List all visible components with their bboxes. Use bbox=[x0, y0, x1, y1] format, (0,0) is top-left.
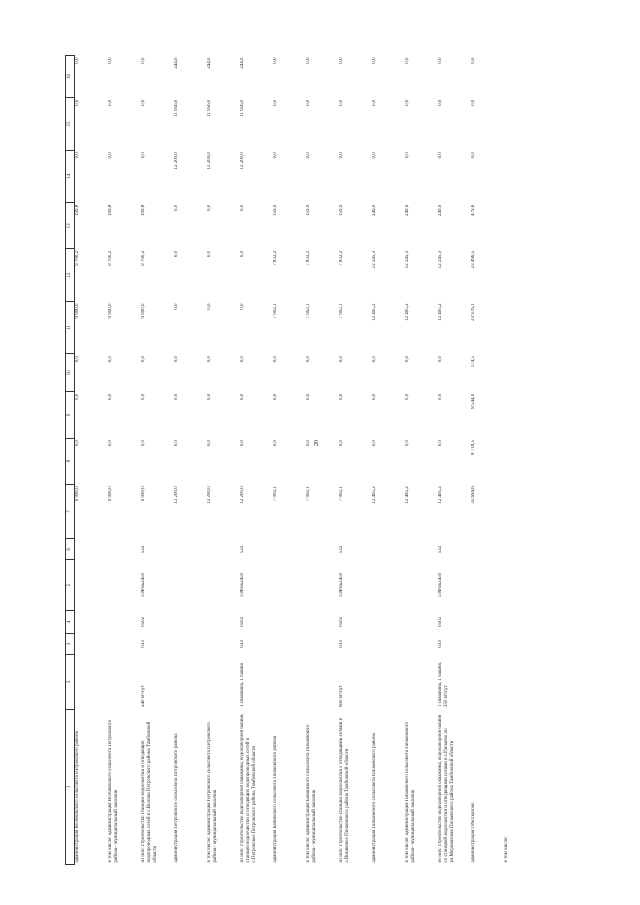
table-cell: 12 200,0 bbox=[173, 486, 179, 504]
table-cell: 12 245,3 bbox=[371, 250, 377, 269]
table-cell: 0,0 bbox=[140, 152, 146, 159]
table-cell: 0,0 bbox=[437, 152, 443, 159]
table-cell: 0,0 bbox=[371, 440, 377, 447]
table-cell: 12 200,0 bbox=[239, 486, 245, 504]
table-cell bbox=[108, 654, 141, 709]
table-cell: 0502 bbox=[437, 616, 443, 627]
table-cell: 244,0 bbox=[239, 57, 245, 69]
table-row bbox=[372, 56, 405, 865]
table-row bbox=[207, 56, 240, 865]
table-cell: 0,0 bbox=[75, 355, 80, 363]
column-header-8: 8 bbox=[66, 438, 75, 484]
table-cell: 159,9 bbox=[272, 204, 278, 216]
table-cell bbox=[306, 539, 339, 560]
column-header-5: 5 bbox=[66, 560, 75, 610]
table-cell: 12 200,0 bbox=[206, 486, 212, 504]
column-header-2: 2 bbox=[66, 654, 75, 709]
table-cell: 13Ф5Б2450 bbox=[338, 572, 344, 598]
table-cell: 522 bbox=[338, 545, 344, 554]
column-header-10: 10 bbox=[66, 354, 75, 392]
table-cell bbox=[207, 633, 240, 654]
table-cell bbox=[504, 610, 537, 633]
row-description: администрация Пичаевского сельсовета Пичаевского района bbox=[371, 733, 377, 863]
table-cell: 0,0 bbox=[206, 393, 212, 401]
table-cell: 033 bbox=[437, 640, 443, 648]
table-cell: 0,0 bbox=[371, 152, 377, 159]
table-cell: 0,0 bbox=[107, 440, 113, 447]
table-cell: 0,0 bbox=[206, 440, 212, 447]
table-cell: 0,0 bbox=[404, 440, 410, 447]
table-cell: 0,0 bbox=[173, 393, 179, 401]
table-cell bbox=[405, 654, 438, 709]
table-cell: 23 976,1 bbox=[470, 303, 476, 321]
table-cell bbox=[108, 633, 141, 654]
table-cell bbox=[471, 654, 504, 709]
table-cell: 199,8 bbox=[107, 204, 113, 216]
table-row bbox=[273, 56, 306, 865]
row-description: в том числе: bbox=[503, 836, 509, 863]
table-row bbox=[174, 56, 207, 865]
table-cell bbox=[174, 610, 207, 633]
table-cell: 12 200,0 bbox=[239, 152, 245, 170]
table-cell bbox=[504, 484, 537, 539]
table-cell: 12 200,0 bbox=[206, 152, 212, 170]
table-cell: 0,0 bbox=[272, 57, 278, 64]
table-cell: 0,0 bbox=[75, 440, 80, 447]
table-cell bbox=[108, 539, 141, 560]
table-cell: 11 956,0 bbox=[173, 99, 179, 117]
table-cell bbox=[504, 354, 537, 392]
table-cell: 0,0 bbox=[140, 57, 146, 64]
table-cell: 0,0 bbox=[173, 250, 179, 258]
table-cell: 12 495,2 bbox=[437, 303, 443, 321]
table-row bbox=[438, 56, 471, 865]
table-cell: 0,0 bbox=[305, 57, 311, 64]
table-cell: 0,0 bbox=[404, 152, 410, 159]
table-cell: 199,8 bbox=[75, 204, 80, 216]
column-header-9: 9 bbox=[66, 392, 75, 438]
table-cell bbox=[75, 610, 108, 633]
table-cell: 7 992,1 bbox=[305, 303, 311, 319]
table-cell: 0,0 bbox=[75, 393, 80, 401]
table-cell: 0,0 bbox=[75, 57, 80, 64]
row-description: из них: строительство станции водоочистки и отводящих водопроводных сетей в с.Волчки Петровского района Тамбовской области bbox=[140, 721, 159, 863]
table-cell: 0,0 bbox=[404, 99, 410, 106]
table-cell: 0,0 bbox=[206, 303, 212, 310]
table-cell: 199,8 bbox=[140, 204, 146, 216]
column-header-7: 7 bbox=[66, 484, 75, 539]
table-cell: 0,0 bbox=[75, 99, 80, 106]
table-cell: 0,0 bbox=[437, 440, 443, 447]
table-cell: 522 bbox=[437, 545, 443, 554]
table-cell bbox=[174, 633, 207, 654]
table-cell: 0,0 bbox=[437, 57, 443, 64]
row-description: в том числе: администрация Петровского сельсовета Петровского района– муниципальный заказчик bbox=[206, 722, 218, 863]
table-cell: 0,0 bbox=[437, 99, 443, 106]
table-cell bbox=[504, 539, 537, 560]
table-cell: 7 832,2 bbox=[338, 250, 344, 266]
table-cell: 249,9 bbox=[437, 204, 443, 216]
table-cell bbox=[504, 203, 537, 249]
table-cell: 7 992,1 bbox=[272, 486, 278, 502]
table-cell bbox=[174, 560, 207, 610]
table-cell bbox=[504, 249, 537, 302]
row-description: в том числе: администрация Волчковского сельсовета Петровского района– муниципальный заказчик bbox=[107, 719, 119, 863]
column-header-11: 11 bbox=[66, 301, 75, 354]
table-cell: 0,0 bbox=[140, 440, 146, 447]
table-cell bbox=[306, 654, 339, 709]
table-cell: 0,0 bbox=[239, 440, 245, 447]
table-cell: 13Ф5Б2450 bbox=[239, 572, 245, 598]
table-cell: 11 956,0 bbox=[206, 99, 212, 117]
table-cell bbox=[207, 654, 240, 709]
table-cell: 0,0 bbox=[338, 99, 344, 106]
table-cell: 600 м³/сут bbox=[338, 685, 344, 708]
table-cell: 0,0 bbox=[437, 355, 443, 363]
table-cell: 7 992,1 bbox=[338, 303, 344, 319]
table-cell bbox=[75, 654, 108, 709]
table-cell: 0,0 bbox=[107, 57, 113, 64]
table-cell: 9 790,2 bbox=[140, 250, 146, 266]
table-cell: 0,0 bbox=[272, 440, 278, 447]
table-cell: 0,0 bbox=[140, 99, 146, 106]
column-number-header bbox=[66, 56, 75, 865]
table-cell: 1 скважина, 1 башня bbox=[239, 663, 245, 708]
table-cell: 12 495,2 bbox=[437, 486, 443, 504]
table-cell: 9 990,0 bbox=[107, 486, 113, 502]
table-cell bbox=[405, 610, 438, 633]
column-header-12: 12 bbox=[66, 249, 75, 302]
table-row bbox=[405, 56, 438, 865]
table-cell: 0,0 bbox=[272, 393, 278, 401]
table-cell bbox=[372, 654, 405, 709]
row-description: администрация г.Рассказово bbox=[470, 802, 476, 863]
table-cell: 0,0 bbox=[404, 57, 410, 64]
table-cell: 9 990,0 bbox=[75, 486, 80, 502]
table-cell bbox=[372, 633, 405, 654]
column-header-15: 15 bbox=[66, 98, 75, 151]
table-cell bbox=[405, 560, 438, 610]
table-cell: 244,0 bbox=[206, 57, 212, 69]
row-description: администрация Волчковского сельсовета Петровского района bbox=[75, 731, 80, 863]
table-cell: 32 694,6 bbox=[470, 486, 476, 504]
table-cell: 249,9 bbox=[404, 204, 410, 216]
table-cell bbox=[273, 539, 306, 560]
table-cell: 12 245,3 bbox=[437, 250, 443, 269]
table-cell bbox=[207, 539, 240, 560]
table-cell bbox=[372, 560, 405, 610]
table-cell bbox=[504, 560, 537, 610]
table-cell: 033 bbox=[338, 640, 344, 648]
table-cell: 0,0 bbox=[239, 303, 245, 310]
table-cell: 0,0 bbox=[404, 393, 410, 401]
table-cell bbox=[405, 539, 438, 560]
table-cell: 8 544,0 bbox=[470, 393, 476, 409]
table-cell: 0,0 bbox=[107, 355, 113, 363]
table-cell: 7 992,1 bbox=[272, 303, 278, 319]
table-cell: 240 м³/сут bbox=[140, 685, 146, 708]
table-cell: 0,0 bbox=[206, 250, 212, 258]
table-row bbox=[240, 56, 273, 865]
table-cell bbox=[504, 56, 537, 98]
table-cell: 0,0 bbox=[305, 152, 311, 159]
table-cell: 7 992,1 bbox=[338, 486, 344, 502]
column-header-6: 6 bbox=[66, 539, 75, 560]
table-cell: 249,9 bbox=[371, 204, 377, 216]
table-cell: 0,0 bbox=[272, 355, 278, 363]
table-cell bbox=[207, 610, 240, 633]
table-cell bbox=[471, 539, 504, 560]
table-cell: 244,0 bbox=[173, 57, 179, 69]
row-description: администрация Петровского сельсовета Петровского района bbox=[173, 733, 179, 863]
column-header-13: 13 bbox=[66, 203, 75, 249]
table-cell: 0,0 bbox=[239, 393, 245, 401]
table-cell bbox=[306, 560, 339, 610]
table-cell bbox=[504, 633, 537, 654]
table-cell: 0,0 bbox=[239, 355, 245, 363]
table-cell: 0,0 bbox=[239, 250, 245, 258]
table-row bbox=[504, 56, 537, 865]
table-cell: 0,0 bbox=[206, 355, 212, 363]
table-cell: 0,0 bbox=[371, 393, 377, 401]
table-cell: 0,0 bbox=[305, 440, 311, 447]
table-cell bbox=[372, 610, 405, 633]
table-cell: 0,0 bbox=[371, 57, 377, 64]
table-cell: 033 bbox=[140, 640, 146, 648]
table-cell: 0,0 bbox=[173, 355, 179, 363]
table-cell: 159,9 bbox=[305, 204, 311, 216]
table-cell: 0,0 bbox=[173, 204, 179, 211]
table-cell: 12 245,3 bbox=[404, 250, 410, 269]
table-cell bbox=[504, 301, 537, 354]
table-cell bbox=[306, 610, 339, 633]
table-cell: 0,0 bbox=[239, 204, 245, 211]
table-cell bbox=[108, 560, 141, 610]
table-cell: 12 495,2 bbox=[371, 303, 377, 321]
table-cell: 0,0 bbox=[173, 440, 179, 447]
table-cell: 479,6 bbox=[470, 204, 476, 216]
table-cell: 12 495,2 bbox=[404, 486, 410, 504]
table-cell: 0,0 bbox=[140, 393, 146, 401]
table-cell bbox=[273, 560, 306, 610]
table-cell bbox=[471, 610, 504, 633]
table-row bbox=[339, 56, 372, 865]
table-cell bbox=[273, 610, 306, 633]
table-cell: 0,0 bbox=[371, 355, 377, 363]
table-cell: 0502 bbox=[338, 616, 344, 627]
table-cell: 0,0 bbox=[470, 152, 476, 159]
table-cell bbox=[273, 633, 306, 654]
table-cell bbox=[471, 560, 504, 610]
table-cell: 13Ф5Б2450 bbox=[437, 572, 443, 598]
table-cell: 0,0 bbox=[206, 204, 212, 211]
table-cell: 0,0 bbox=[470, 57, 476, 64]
table-cell bbox=[75, 560, 108, 610]
table-cell: 12 495,2 bbox=[404, 303, 410, 321]
table-cell bbox=[405, 633, 438, 654]
table-cell: 0,0 bbox=[75, 152, 80, 159]
table-cell: 12 200,0 bbox=[173, 152, 179, 170]
table-cell bbox=[75, 633, 108, 654]
table-cell: 9 990,0 bbox=[107, 303, 113, 319]
table-cell: 0502 bbox=[140, 616, 146, 627]
table-cell: 13Ф5Б2450 bbox=[140, 572, 146, 598]
table-cell bbox=[75, 539, 108, 560]
table-cell: 0,0 bbox=[305, 99, 311, 106]
table-cell bbox=[207, 560, 240, 610]
table-cell: 9 990,0 bbox=[75, 303, 80, 319]
table-cell bbox=[174, 654, 207, 709]
table-cell: 9 790,2 bbox=[75, 250, 80, 266]
table-cell: 8 718,5 bbox=[470, 440, 476, 456]
row-description: администрация Бабинского сельсовета Пичаевского района bbox=[272, 735, 278, 863]
budget-table bbox=[65, 55, 537, 865]
column-header-1: 1 bbox=[66, 709, 75, 864]
table-cell: 0,0 bbox=[338, 355, 344, 363]
table-cell: 522 bbox=[140, 545, 146, 554]
table-cell bbox=[372, 539, 405, 560]
table-cell: 0,0 bbox=[437, 393, 443, 401]
table-row bbox=[306, 56, 339, 865]
table-row bbox=[471, 56, 504, 865]
table-cell: 0,0 bbox=[305, 355, 311, 363]
table-row bbox=[75, 56, 108, 865]
table-cell: 12 495,2 bbox=[371, 486, 377, 504]
table-cell bbox=[504, 98, 537, 151]
table-cell: 0,0 bbox=[338, 57, 344, 64]
table-cell: 174,5 bbox=[470, 355, 476, 368]
table-cell bbox=[108, 610, 141, 633]
table-cell: 0,0 bbox=[470, 99, 476, 106]
table-row bbox=[141, 56, 174, 865]
table-cell: 0,0 bbox=[107, 152, 113, 159]
table-cell: 9 790,2 bbox=[107, 250, 113, 266]
table-cell bbox=[504, 392, 537, 438]
table-cell: 0,0 bbox=[404, 355, 410, 363]
table-cell bbox=[174, 539, 207, 560]
table-cell bbox=[504, 654, 537, 709]
column-header-4: 4 bbox=[66, 610, 75, 633]
column-header-16: 16 bbox=[66, 56, 75, 98]
table-cell: 0,0 bbox=[338, 152, 344, 159]
table-cell: 7 992,1 bbox=[305, 486, 311, 502]
table-cell: 0502 bbox=[239, 616, 245, 627]
table-cell: 0,0 bbox=[338, 393, 344, 401]
table-cell: 0,0 bbox=[140, 355, 146, 363]
table-cell: 0,0 bbox=[107, 393, 113, 401]
table-cell: 7 832,2 bbox=[272, 250, 278, 266]
table-cell: 0,0 bbox=[107, 99, 113, 106]
table-cell: 0,0 bbox=[272, 99, 278, 106]
row-description: в том числе: администрация Пичаевского сельсовета Пичаевского района– муниципальный заказчик bbox=[404, 721, 416, 863]
table-cell: 0,0 bbox=[305, 393, 311, 401]
table-cell: 522 bbox=[239, 545, 245, 554]
table-cell bbox=[306, 633, 339, 654]
table-cell: 0,0 bbox=[173, 303, 179, 310]
table-cell bbox=[471, 633, 504, 654]
rotated-table-container bbox=[65, 55, 605, 865]
table-cell: 1 скважина, 1 башня, 250 м³/сут bbox=[437, 661, 449, 708]
table-cell: 7 832,2 bbox=[305, 250, 311, 266]
table-cell: 23 496,5 bbox=[470, 250, 476, 269]
table-cell: 0,0 bbox=[371, 99, 377, 106]
table-cell: 9 990,0 bbox=[140, 303, 146, 319]
table-cell: 9 990,0 bbox=[140, 486, 146, 502]
table-cell: 159,9 bbox=[338, 204, 344, 216]
column-header-3: 3 bbox=[66, 633, 75, 654]
table-cell: 11 956,0 bbox=[239, 99, 245, 117]
row-description: из них: строительство станции водоочистки с отводящими сетями в с.Вишневое Пичаевского района Тамбовской области bbox=[338, 718, 350, 863]
table-cell bbox=[504, 438, 537, 484]
page-number: 20 bbox=[314, 440, 320, 446]
table-cell: 0,0 bbox=[338, 440, 344, 447]
row-description: из них: строительство водозаборной скважины, водонапорной башни, станции водоочистки и отводящих водопроводных сетей в с.Петровское Петровского района Тамбовской области bbox=[239, 713, 258, 863]
column-header-14: 14 bbox=[66, 150, 75, 203]
table-cell: 0,0 bbox=[272, 152, 278, 159]
table-cell: 033 bbox=[239, 640, 245, 648]
table-cell bbox=[273, 654, 306, 709]
table-row bbox=[108, 56, 141, 865]
table-cell bbox=[504, 150, 537, 203]
row-description: в том числе: администрация Бабинского сельсовета Пичаевского района– муниципальный заказчик bbox=[305, 724, 317, 863]
row-description: из них: строительство водозаборной скважины, водонапорной башни со станцией водоочистки и отводящими сетями в с.Пичаево по ул.Моршанская Пичаевского района Тамбовской области bbox=[437, 714, 456, 863]
